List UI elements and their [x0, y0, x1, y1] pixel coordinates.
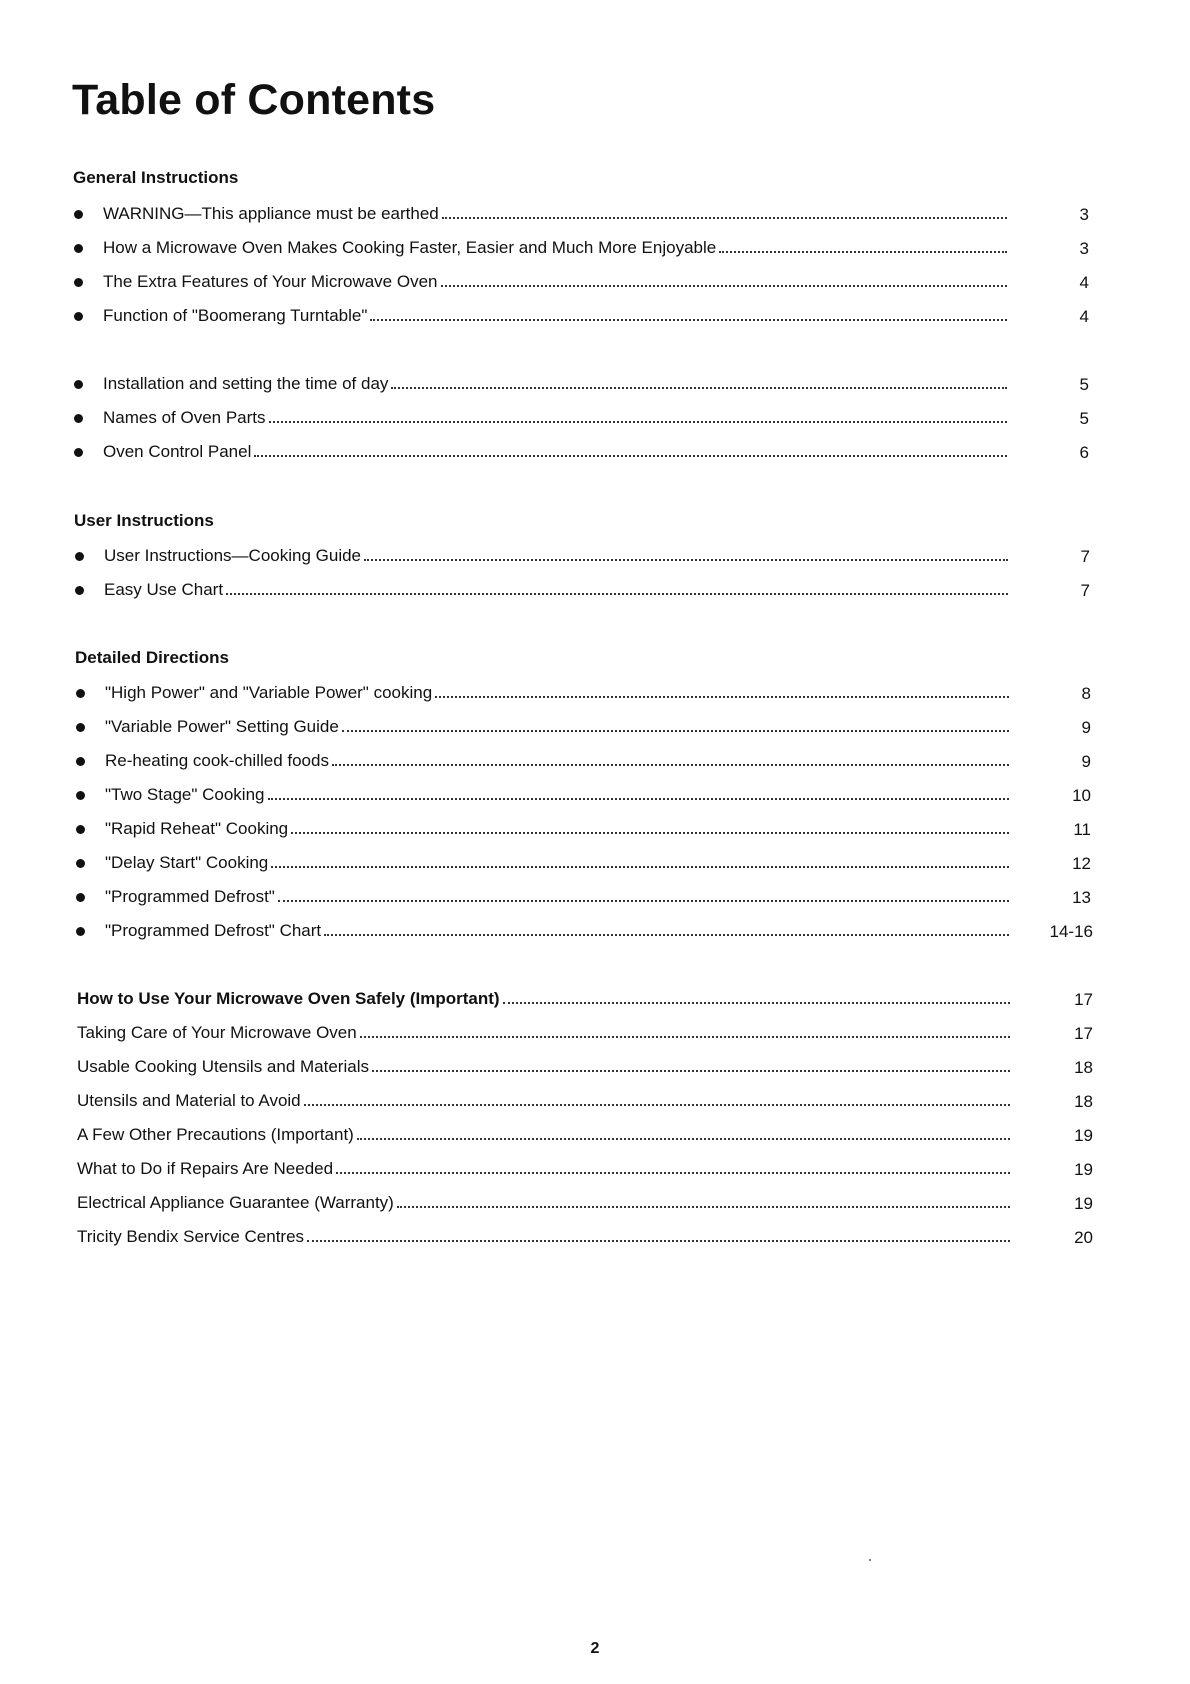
- bullet-icon: [76, 689, 85, 698]
- toc-entry: [77, 1157, 1012, 1179]
- dot-leader: [391, 387, 1007, 389]
- toc-entry-label: How to Use Your Microwave Oven Safely (Important): [77, 989, 500, 1008]
- dot-leader: [503, 1002, 1010, 1004]
- toc-entry-label: "High Power" and "Variable Power" cooking: [105, 683, 433, 702]
- toc-entry-label: Taking Care of Your Microwave Oven: [77, 1023, 357, 1042]
- toc-entry-page: 4: [1079, 273, 1089, 292]
- dot-leader: [307, 1240, 1010, 1242]
- bullet-icon: [76, 757, 85, 766]
- page-number: 2: [590, 1640, 600, 1657]
- bullet-icon: [74, 380, 83, 389]
- toc-entry: [74, 236, 1009, 258]
- dot-leader: [278, 900, 1009, 902]
- toc-entry-label: How a Microwave Oven Makes Cooking Faster, Easier and Much More Enjoyable: [103, 238, 717, 257]
- dot-leader: [442, 217, 1007, 219]
- toc-entry-label: A Few Other Precautions (Important): [77, 1125, 354, 1144]
- toc-entry-label: "Programmed Defrost": [105, 887, 275, 906]
- toc-entry-page: 14-16: [1049, 922, 1093, 941]
- toc-entry: [77, 1021, 1012, 1043]
- toc-entry: [76, 919, 1011, 941]
- dot-leader: [441, 285, 1008, 287]
- bullet-icon: [76, 791, 85, 800]
- toc-entry-label: Easy Use Chart: [104, 580, 224, 599]
- toc-entry: [77, 1089, 1012, 1111]
- toc-entry-label: Tricity Bendix Service Centres: [77, 1227, 305, 1246]
- toc-entry: [77, 1055, 1012, 1077]
- toc-entry-label: The Extra Features of Your Microwave Oven: [103, 272, 438, 291]
- dot-leader: [226, 593, 1008, 595]
- toc-entry-page: 19: [1074, 1126, 1093, 1145]
- dot-leader: [324, 934, 1009, 936]
- toc-entry-page: 11: [1073, 820, 1091, 839]
- toc-entry-page: 3: [1079, 239, 1089, 258]
- toc-entry-page: 20: [1074, 1228, 1093, 1247]
- toc-entry-page: 7: [1080, 547, 1090, 566]
- dot-leader: [364, 559, 1008, 561]
- bullet-icon: [74, 448, 83, 457]
- toc-entry-page: 17: [1074, 1024, 1093, 1043]
- toc-entry-label: Usable Cooking Utensils and Materials: [77, 1057, 369, 1076]
- toc-entry-page: 13: [1072, 888, 1091, 907]
- bullet-icon: [74, 244, 83, 253]
- toc-entry-page: 3: [1079, 205, 1089, 224]
- dot-leader: [269, 421, 1007, 423]
- bullet-icon: [76, 723, 85, 732]
- toc-entry: [76, 885, 1011, 907]
- toc-entry: [77, 1191, 1012, 1213]
- toc-entry: [75, 578, 1010, 600]
- toc-entry: [74, 270, 1009, 292]
- toc-entry-page: 19: [1074, 1194, 1093, 1213]
- toc-entry: [75, 544, 1010, 566]
- toc-entry-label: "Programmed Defrost" Chart: [105, 921, 322, 940]
- toc-entry-label: Function of "Boomerang Turntable": [103, 306, 368, 325]
- bullet-icon: [76, 927, 85, 936]
- toc-entry-label: Re-heating cook-chilled foods: [105, 751, 329, 770]
- toc-entry: [76, 749, 1011, 771]
- toc-entry: [77, 1225, 1012, 1247]
- toc-entry-page: 7: [1080, 581, 1090, 600]
- dot-leader: [268, 798, 1010, 800]
- toc-entry-label: "Two Stage" Cooking: [105, 785, 265, 804]
- toc-entry-page: 4: [1079, 307, 1089, 326]
- toc-entry-label: Installation and setting the time of day: [103, 374, 389, 393]
- toc-entry: [74, 372, 1009, 394]
- toc-entry-page: 5: [1079, 375, 1089, 394]
- bullet-icon: [76, 859, 85, 868]
- toc-entry: [77, 1123, 1012, 1145]
- toc-entry-page: 17: [1074, 990, 1093, 1009]
- toc-entry-label: Oven Control Panel: [103, 442, 252, 461]
- dot-leader: [271, 866, 1009, 868]
- toc-entry-page: 10: [1072, 786, 1091, 805]
- dot-leader: [435, 696, 1009, 698]
- dot-leader: [291, 832, 1009, 834]
- dot-leader: [342, 730, 1009, 732]
- toc-entry: [74, 440, 1009, 462]
- section-heading-detailed-directions: Detailed Directions: [75, 648, 229, 667]
- dot-leader: [372, 1070, 1010, 1072]
- toc-entry-label: Names of Oven Parts: [103, 408, 266, 427]
- bullet-icon: [74, 414, 83, 423]
- toc-entry: [74, 304, 1009, 326]
- dot-leader: [719, 251, 1007, 253]
- toc-entry: [76, 681, 1011, 703]
- toc-entry-label: Utensils and Material to Avoid: [77, 1091, 301, 1110]
- toc-entry: [76, 715, 1011, 737]
- bullet-icon: [74, 312, 83, 321]
- toc-entry-label: "Rapid Reheat" Cooking: [105, 819, 289, 838]
- dot-leader: [254, 455, 1007, 457]
- bullet-icon: [74, 278, 83, 287]
- toc-entry: [76, 783, 1011, 805]
- bullet-icon: [75, 586, 84, 595]
- toc-entry-label: "Variable Power" Setting Guide: [105, 717, 339, 736]
- dot-leader: [304, 1104, 1010, 1106]
- bullet-icon: [76, 893, 85, 902]
- bullet-icon: [74, 210, 83, 219]
- toc-entry-label: "Delay Start" Cooking: [105, 853, 269, 872]
- toc-entry: [74, 406, 1009, 428]
- toc-entry-page: 6: [1079, 443, 1089, 462]
- toc-entry-page: 18: [1074, 1092, 1093, 1111]
- toc-entry-label: WARNING—This appliance must be earthed: [103, 204, 439, 223]
- dot-leader: [397, 1206, 1010, 1208]
- toc-entry-page: 18: [1074, 1058, 1093, 1077]
- toc-entry-label: Electrical Appliance Guarantee (Warranty): [77, 1193, 394, 1212]
- scan-speck: [869, 1559, 871, 1561]
- dot-leader: [360, 1036, 1010, 1038]
- toc-entry: [76, 851, 1011, 873]
- section-heading-general-instructions: General Instructions: [73, 168, 239, 187]
- toc-entry: [77, 987, 1012, 1009]
- bullet-icon: [76, 825, 85, 834]
- toc-entry-page: 8: [1081, 684, 1091, 703]
- toc-entry: [74, 202, 1009, 224]
- section-heading-user-instructions: User Instructions: [74, 511, 214, 530]
- dot-leader: [332, 764, 1009, 766]
- toc-entry-page: 19: [1074, 1160, 1093, 1179]
- toc-entry-label: User Instructions—Cooking Guide: [104, 546, 362, 565]
- toc-entry-page: 12: [1072, 854, 1091, 873]
- toc-entry: [76, 817, 1011, 839]
- bullet-icon: [75, 552, 84, 561]
- toc-entry-page: 9: [1081, 718, 1091, 737]
- toc-entry-label: What to Do if Repairs Are Needed: [77, 1159, 334, 1178]
- toc-entry-page: 9: [1081, 752, 1091, 771]
- dot-leader: [336, 1172, 1010, 1174]
- dot-leader: [370, 319, 1007, 321]
- page-title: Table of Contents: [72, 76, 436, 124]
- dot-leader: [357, 1138, 1010, 1140]
- toc-entry-page: 5: [1079, 409, 1089, 428]
